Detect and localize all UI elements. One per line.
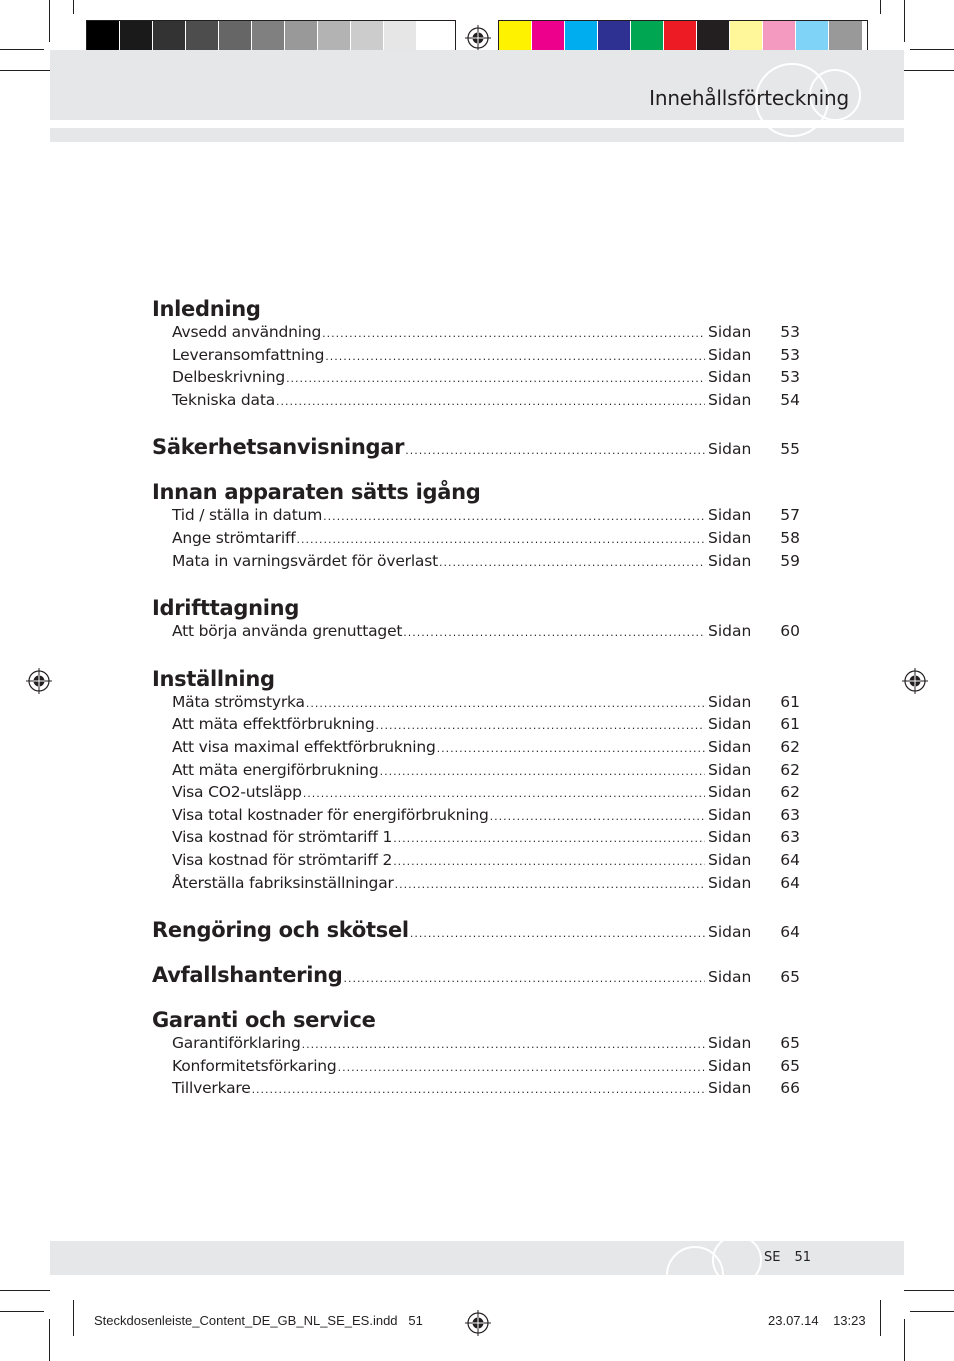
page-number: 51 (794, 1250, 812, 1265)
page-prefix: Sidan (708, 850, 752, 869)
toc-page-number: 53 (780, 368, 800, 387)
slug-file: Steckdosenleiste_Content_DE_GB_NL_SE_ES.indd (94, 1313, 398, 1328)
toc-entry-label: Återställa fabriksinställningar (172, 873, 394, 892)
toc-entry (152, 621, 800, 644)
toc-entry-label: Tillverkare (172, 1079, 251, 1098)
registration-mark-icon (902, 668, 928, 694)
page-prefix: Sidan (708, 506, 752, 525)
toc-entry-label: Mata in varningsvärdet för överlast (172, 551, 438, 570)
toc-page-number: 64 (780, 923, 800, 942)
toc-entry (152, 805, 800, 828)
dot-leader (252, 1079, 705, 1101)
crop-mark (0, 1311, 44, 1312)
toc-entry (152, 1033, 800, 1056)
toc-entry (152, 760, 800, 783)
toc-entry (152, 850, 800, 873)
page-prefix: Sidan (708, 528, 752, 547)
toc-page-number: 61 (780, 692, 800, 711)
page-prefix: Sidan (708, 968, 752, 987)
page-prefix: Sidan (708, 622, 752, 641)
crop-mark (73, 1300, 74, 1336)
toc-entry-label: Leveransomfattning (172, 345, 325, 364)
toc-entry-label: Tid / ställa in datum (172, 506, 323, 525)
toc-page-number: 59 (780, 551, 800, 570)
crop-mark (880, 0, 881, 14)
toc-page-number: 62 (780, 783, 800, 802)
dot-leader (375, 715, 705, 737)
section-heading: Rengöring och skötsel (152, 918, 409, 943)
page-prefix: Sidan (708, 923, 752, 942)
toc-entry-label: Att mäta energiförbrukning (172, 760, 379, 779)
page-prefix: Sidan (708, 873, 752, 892)
crop-mark (904, 70, 954, 71)
toc-page-number: 66 (780, 1079, 800, 1098)
dot-leader (393, 851, 705, 873)
dot-leader (410, 927, 705, 940)
section-heading: Säkerhetsanvisningar (152, 435, 405, 460)
crop-mark (73, 0, 74, 14)
toc-entry (152, 827, 800, 850)
dot-leader (286, 368, 705, 390)
toc-entry (152, 1078, 800, 1101)
crop-mark (880, 1300, 881, 1336)
crop-mark (0, 49, 44, 50)
toc-entry (152, 528, 800, 551)
page-prefix: Sidan (708, 440, 752, 459)
toc-entry (152, 367, 800, 390)
page-title: Innehållsförteckning (649, 86, 849, 110)
table-of-contents (152, 296, 800, 1101)
toc-page-number: 63 (780, 805, 800, 824)
toc-entry (152, 692, 800, 715)
dot-leader (403, 622, 705, 644)
dot-leader (393, 828, 705, 850)
toc-page-number: 53 (780, 345, 800, 364)
registration-mark-icon (465, 1310, 491, 1336)
toc-section-entry (152, 917, 800, 943)
dot-leader (276, 391, 705, 413)
toc-page-number: 63 (780, 828, 800, 847)
toc-entry-label: Mäta strömstyrka (172, 692, 305, 711)
toc-page-number: 65 (780, 1056, 800, 1075)
dot-leader (303, 783, 705, 805)
crop-mark (910, 49, 954, 50)
toc-entry (152, 737, 800, 760)
toc-entry (152, 345, 800, 368)
page-prefix: Sidan (708, 368, 752, 387)
section-heading: Garanti och service (152, 1008, 376, 1033)
dot-leader (296, 529, 705, 551)
page-prefix: Sidan (708, 760, 752, 779)
crop-mark (904, 0, 905, 42)
page-footer (764, 1250, 811, 1265)
page-prefix: Sidan (708, 737, 752, 756)
dot-leader (323, 506, 705, 528)
toc-entry-label: Ange strömtariff (172, 528, 296, 547)
toc-entry (152, 505, 800, 528)
page-prefix: Sidan (708, 390, 752, 409)
section-heading: Innan apparaten sätts igång (152, 480, 481, 505)
page-prefix: Sidan (708, 1034, 752, 1053)
toc-entry-label: Avsedd användning (172, 323, 322, 341)
page-prefix: Sidan (708, 323, 752, 341)
toc-section-entry (152, 962, 800, 988)
toc-page-number: 53 (780, 323, 800, 341)
crop-mark (0, 1290, 50, 1291)
toc-entry-label: Visa total kostnader för energiförbrukning (172, 805, 489, 824)
toc-page-number: 62 (780, 737, 800, 756)
toc-entry (152, 390, 800, 413)
slug-time: 13:23 (833, 1313, 866, 1328)
toc-page-number: 61 (780, 715, 800, 734)
dot-leader (395, 874, 705, 896)
slug-page: 51 (408, 1313, 423, 1328)
section-heading: Inledning (152, 297, 261, 321)
page-prefix: Sidan (708, 551, 752, 570)
language-code: SE (764, 1250, 781, 1265)
toc-entry-label: Visa kostnad för strömtariff 2 (172, 850, 393, 869)
crop-mark (49, 0, 50, 42)
dot-leader (302, 1034, 705, 1056)
toc-entry-label: Att visa maximal effektförbrukning (172, 737, 436, 756)
page-prefix: Sidan (708, 1056, 752, 1075)
page-prefix: Sidan (708, 715, 752, 734)
toc-entry-label: Att mäta effektförbrukning (172, 715, 375, 734)
toc-entry-label: Visa CO2-utsläpp (172, 783, 302, 802)
dot-leader (490, 806, 705, 828)
crop-mark (49, 1319, 50, 1361)
toc-entry-label: Att börja använda grenuttaget (172, 622, 403, 641)
dot-leader (439, 552, 705, 574)
toc-entry-label: Tekniska data (172, 390, 275, 409)
dot-leader (306, 693, 705, 715)
toc-page-number: 54 (780, 390, 800, 409)
section-heading: Inställning (152, 666, 275, 691)
toc-page-number: 65 (780, 1034, 800, 1053)
page-prefix: Sidan (708, 828, 752, 847)
toc-page-number: 60 (780, 622, 800, 641)
slug-datetime (768, 1313, 866, 1328)
toc-entry (152, 1056, 800, 1079)
toc-page-number: 55 (780, 440, 800, 459)
section-heading: Idrifttagning (152, 596, 300, 621)
slug-filename (94, 1313, 423, 1328)
toc-page-number: 62 (780, 760, 800, 779)
toc-entry-label: Konformitetsförkaring (172, 1056, 337, 1075)
page-prefix: Sidan (708, 345, 752, 364)
page-prefix: Sidan (708, 692, 752, 711)
toc-entry-label: Delbeskrivning (172, 368, 286, 387)
toc-page-number: 64 (780, 873, 800, 892)
crop-mark (0, 70, 50, 71)
toc-page-number: 58 (780, 528, 800, 547)
dot-leader (437, 738, 705, 760)
page-prefix: Sidan (708, 805, 752, 824)
toc-page-number: 57 (780, 506, 800, 525)
toc-entry (152, 551, 800, 574)
registration-mark-icon (26, 668, 52, 694)
page-prefix: Sidan (708, 783, 752, 802)
dot-leader (325, 346, 705, 368)
slug-date: 23.07.14 (768, 1313, 819, 1328)
registration-mark-icon (465, 25, 491, 51)
toc-page-number: 64 (780, 850, 800, 869)
section-heading: Avfallshantering (152, 963, 343, 988)
dot-leader (322, 323, 705, 345)
toc-page-number: 65 (780, 968, 800, 987)
dot-leader (344, 972, 706, 985)
toc-entry (152, 782, 800, 805)
crop-mark (904, 1290, 954, 1291)
toc-entry (152, 873, 800, 896)
crop-mark (904, 1319, 905, 1361)
toc-section-entry (152, 434, 800, 460)
toc-entry (152, 714, 800, 737)
dot-leader (405, 444, 705, 457)
toc-entry-label: Visa kostnad för strömtariff 1 (172, 828, 393, 847)
toc-entry (152, 322, 800, 345)
crop-mark (910, 1311, 954, 1312)
dot-leader (338, 1057, 705, 1079)
dot-leader (380, 761, 705, 783)
page-prefix: Sidan (708, 1079, 752, 1098)
toc-entry-label: Garantiförklaring (172, 1034, 301, 1053)
